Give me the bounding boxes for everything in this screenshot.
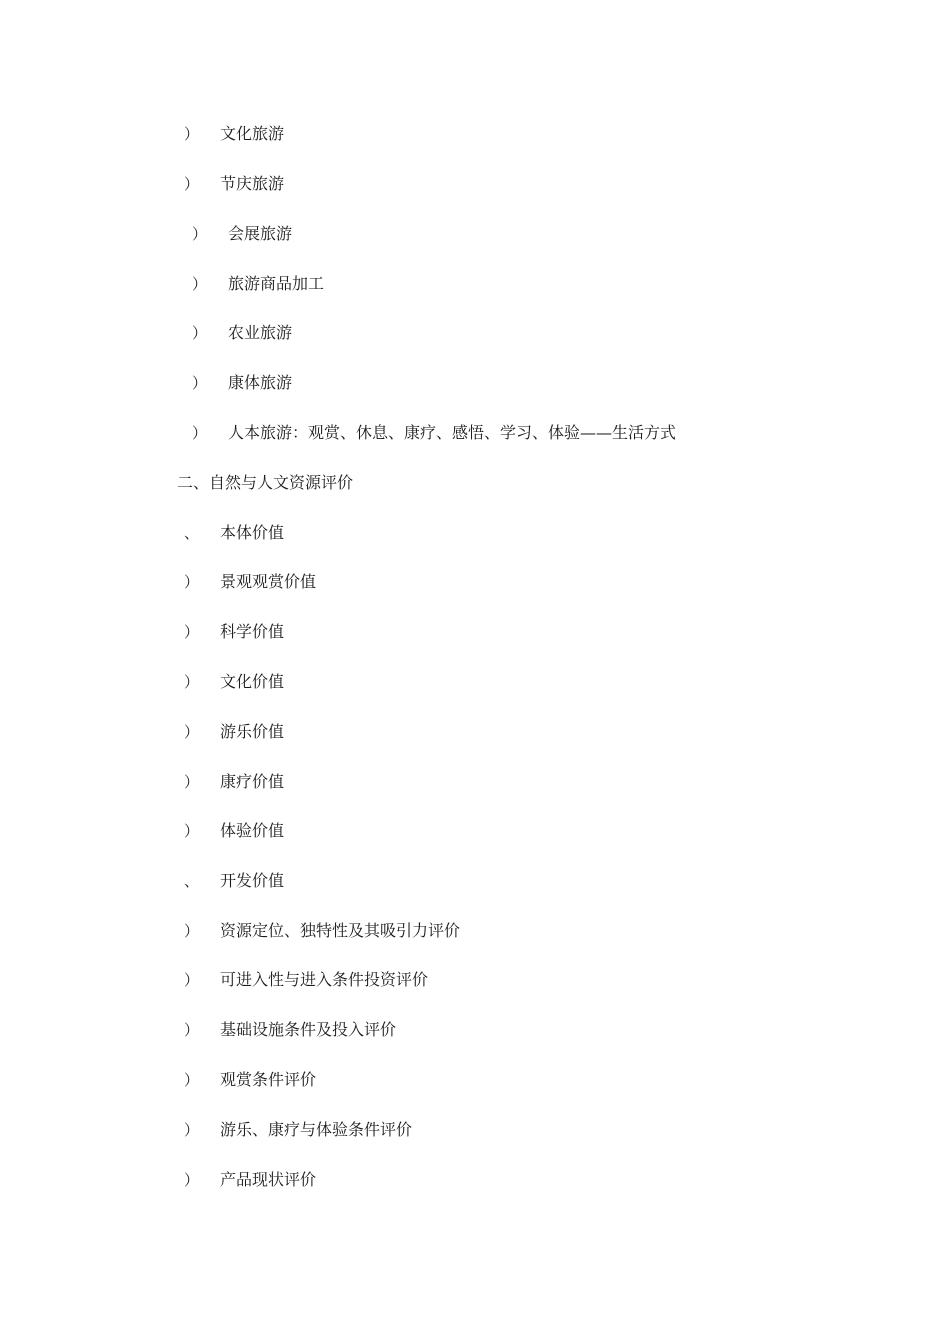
list-marker: ） [184,922,200,940]
list-item-text: 会展旅游 [228,224,293,243]
list-item-text: 游乐价值 [220,722,285,741]
list-marker: ） [184,723,200,741]
list-marker: ） [184,175,200,193]
list-marker: ） [184,822,200,840]
list-marker: ） [184,673,200,691]
list-marker: 、 [184,872,200,890]
list-marker: ） [192,424,208,442]
list-marker: ） [184,573,200,591]
list-item-text: 科学价值 [220,622,285,641]
list-marker: ） [184,1171,200,1189]
list-marker: ） [184,125,200,143]
list-item-text: 基础设施条件及投入评价 [220,1020,397,1039]
list-marker: ） [184,1121,200,1139]
list-item-text: 文化旅游 [220,124,285,143]
list-marker: ） [184,623,200,641]
list-item-text: 产品现状评价 [220,1170,317,1189]
list-item-text: 观赏条件评价 [220,1070,317,1089]
list-item-text: 农业旅游 [228,323,293,342]
list-marker: ） [192,275,208,293]
list-marker: ） [192,225,208,243]
list-item-text: 康体旅游 [228,373,293,392]
list-marker: ） [184,773,200,791]
list-item-text: 体验价值 [220,821,285,840]
list-item-text: 本体价值 [220,523,285,542]
section-heading-text: 二、自然与人文资源评价 [177,473,354,492]
list-item-text: 节庆旅游 [220,174,285,193]
list-item-text: 旅游商品加工 [228,274,325,293]
list-item-text: 可进入性与进入条件投资评价 [220,970,429,989]
list-marker: ） [192,374,208,392]
list-item-text: 文化价值 [220,672,285,691]
list-marker: ） [184,971,200,989]
list-item-text: 人本旅游：观赏、休息、康疗、感悟、学习、体验——生活方式 [228,423,677,442]
list-marker: 、 [184,524,200,542]
list-item-text: 资源定位、独特性及其吸引力评价 [220,921,461,940]
list-marker: ） [184,1071,200,1089]
list-item-text: 开发价值 [220,871,285,890]
list-item-text: 康疗价值 [220,772,285,791]
list-item-text: 景观观赏价值 [220,572,317,591]
list-marker: ） [192,324,208,342]
list-marker: ） [184,1021,200,1039]
list-item-text: 游乐、康疗与体验条件评价 [220,1120,413,1139]
